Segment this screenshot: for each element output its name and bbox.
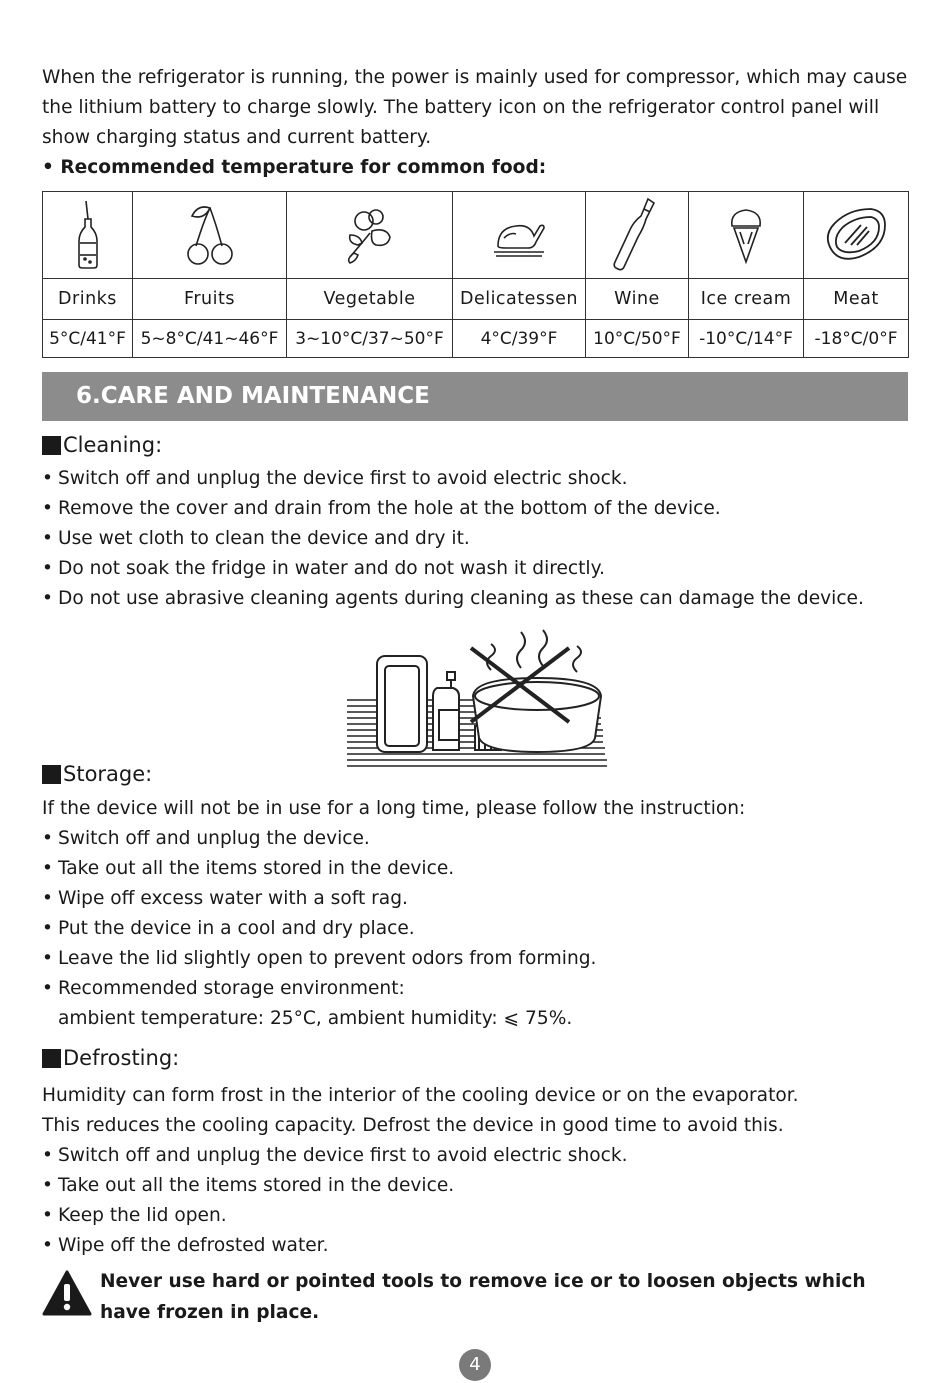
storage-environment: ambient temperature: 25°C, ambient humidity: ⩽ 75%. — [58, 1008, 573, 1029]
wine-bottle-icon — [612, 197, 662, 273]
food-name: Wine — [586, 279, 689, 320]
list-item: • Take out all the items stored in the device. — [42, 854, 922, 884]
list-item: • Switch off and unplug the device first to avoid electric shock. — [42, 1141, 922, 1171]
food-name: Drinks — [43, 279, 133, 320]
list-item: • Wipe off excess water with a soft rag. — [42, 884, 922, 914]
food-temp: 4°C/39°F — [453, 320, 586, 358]
page-number: 4 — [459, 1349, 491, 1381]
storage-heading — [42, 759, 152, 789]
list-item: • Switch off and unplug the device first to avoid electric shock. — [42, 464, 922, 494]
warning-icon — [42, 1270, 92, 1316]
icon-cell — [586, 192, 689, 279]
storage-list — [42, 824, 922, 1004]
bottle-icon — [73, 199, 103, 271]
food-name: Meat — [804, 279, 909, 320]
cleaning-heading-text: Cleaning: — [63, 433, 163, 457]
food-temperature-table — [42, 191, 909, 358]
icon-cell — [287, 192, 453, 279]
heading-square-icon — [42, 1049, 61, 1068]
food-temp: 5°C/41°F — [43, 320, 133, 358]
list-item: • Take out all the items stored in the device. — [42, 1171, 922, 1201]
list-item: • Leave the lid slightly open to prevent odors from forming. — [42, 944, 922, 974]
cleaning-heading — [42, 430, 162, 460]
food-temp: -10°C/14°F — [689, 320, 804, 358]
no-washing-illustration — [345, 618, 610, 773]
list-item: • Put the device in a cool and dry place. — [42, 914, 922, 944]
list-item: • Do not soak the fridge in water and do not wash it directly. — [42, 554, 922, 584]
storage-intro: If the device will not be in use for a long time, please follow the instruction: — [42, 798, 746, 819]
name-row — [43, 279, 909, 320]
ice-cream-icon — [726, 204, 766, 266]
defrosting-heading-text: Defrosting: — [63, 1046, 180, 1070]
icon-cell — [689, 192, 804, 279]
steak-icon — [823, 205, 889, 265]
warning-line2: have frozen in place. — [100, 1302, 320, 1323]
defrosting-intro-line2: This reduces the cooling capacity. Defrost the device in good time to avoid this. — [42, 1115, 784, 1136]
temperature-row — [43, 320, 909, 358]
list-item: • Use wet cloth to clean the device and dry it. — [42, 524, 922, 554]
section-title: 6.CARE AND MAINTENANCE — [42, 372, 908, 421]
list-item: • Recommended storage environment: — [42, 974, 922, 1004]
heading-square-icon — [42, 765, 61, 784]
heading-square-icon — [42, 436, 61, 455]
icon-cell — [133, 192, 287, 279]
list-item: • Keep the lid open. — [42, 1201, 922, 1231]
food-temp: 5~8°C/41~46°F — [133, 320, 287, 358]
recommended-temperature-heading: • Recommended temperature for common food: — [42, 157, 547, 178]
food-name: Delicatessen — [453, 279, 586, 320]
list-item: • Remove the cover and drain from the hole at the bottom of the device. — [42, 494, 922, 524]
list-item: • Wipe off the defrosted water. — [42, 1231, 922, 1261]
list-item: • Do not use abrasive cleaning agents during cleaning as these can damage the device. — [42, 584, 922, 614]
food-temp: 3~10°C/37~50°F — [287, 320, 453, 358]
cleaning-list — [42, 464, 922, 614]
storage-heading-text: Storage: — [63, 762, 153, 786]
list-item: • Switch off and unplug the device. — [42, 824, 922, 854]
warning-line1: Never use hard or pointed tools to remove ice or to loosen objects which — [100, 1271, 866, 1292]
icon-cell — [43, 192, 133, 279]
warning-text — [100, 1266, 900, 1328]
vegetable-icon — [340, 205, 400, 265]
food-name: Ice cream — [689, 279, 804, 320]
food-temp: 10°C/50°F — [586, 320, 689, 358]
intro-paragraph: When the refrigerator is running, the power is mainly used for compressor, which may cause the lithium battery to charge slowly. The battery icon on the refrigerator control panel will show charging status and current battery. — [42, 67, 908, 148]
defrosting-list — [42, 1141, 922, 1261]
defrosting-heading — [42, 1043, 179, 1073]
defrosting-intro-line1: Humidity can form frost in the interior of the cooling device or on the evaporator. — [42, 1085, 799, 1106]
cherries-icon — [180, 202, 240, 268]
food-name: Vegetable — [287, 279, 453, 320]
roast-chicken-icon — [492, 208, 546, 262]
food-name: Fruits — [133, 279, 287, 320]
icon-cell — [804, 192, 909, 279]
icon-row — [43, 192, 909, 279]
icon-cell — [453, 192, 586, 279]
food-temp: -18°C/0°F — [804, 320, 909, 358]
